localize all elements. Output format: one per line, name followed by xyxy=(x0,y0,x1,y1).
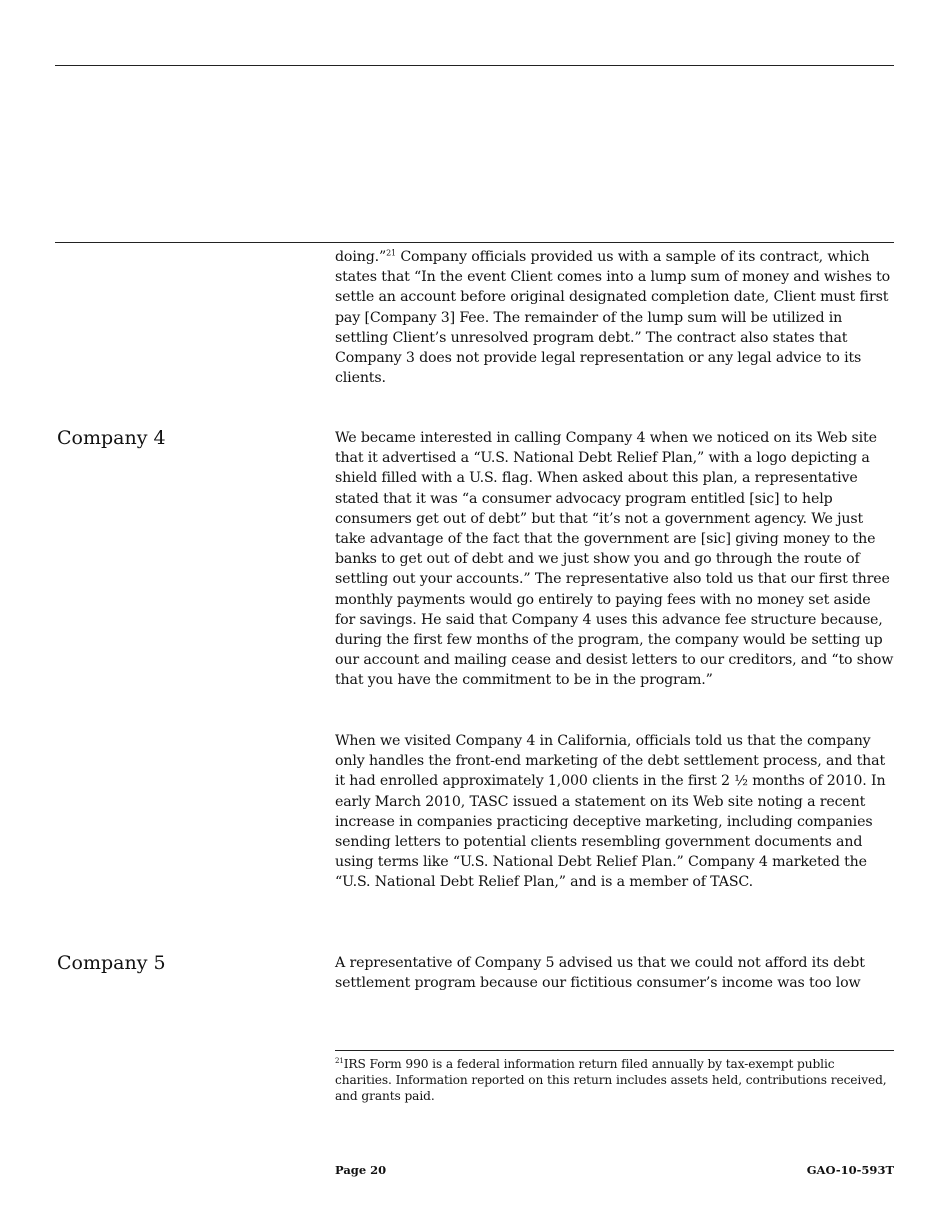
footnote-number: 21 xyxy=(335,1056,344,1065)
section-heading-company-4: Company 4 xyxy=(57,427,166,449)
footnote-text: IRS Form 990 is a federal information return filed annually by tax-exempt public charities. Information reported on this return includes assets held, contributions received, and grants paid. xyxy=(335,1057,887,1103)
company-4-paragraph-2: When we visited Company 4 in California, officials told us that the company only handles the front-end marketing of the debt settlement process, and that it had enrolled approximately 1,000 clients in the first 2 ½ months of 2010. In early March 2010, TASC issued a statement on its Web site noting a recent increase in companies practicing deceptive marketing, including companies sending letters to potential clients resembling government documents and using terms like “U.S. National Debt Relief Plan.” Company 4 marketed the “U.S. National Debt Relief Plan,” and is a member of TASC. xyxy=(335,733,886,891)
report-id: GAO-10-593T xyxy=(806,1163,894,1177)
company-5-paragraph-1: A representative of Company 5 advised us that we could not afford its debt settlement program because our fictitious consumer’s income was too low xyxy=(335,955,865,992)
section-heading-company-5: Company 5 xyxy=(57,952,166,974)
header-rule-top xyxy=(55,65,894,66)
continued-paragraph-start: doing.” xyxy=(335,249,387,265)
continued-paragraph xyxy=(335,247,894,388)
page-number: Page 20 xyxy=(335,1163,387,1177)
continued-paragraph-rest: Company officials provided us with a sample of its contract, which states that “In the event Client comes into a lump sum of money and wishes to settle an account before original designated completion date, Client must first pay [Company 3] Fee. The remainder of the lump sum will be utilized in settling Client’s unresolved program debt.” The contract also states that Company 3 does not provide legal representation or any legal advice to its clients. xyxy=(335,249,891,387)
header-rule-bottom xyxy=(55,242,894,243)
company-4-paragraph-1: We became interested in calling Company 4 when we noticed on its Web site that it advertised a “U.S. National Debt Relief Plan,” with a logo depicting a shield filled with a U.S. flag. When asked about this plan, a representative stated that it was “a consumer advocacy program entitled [sic] to help consumers get out of debt” but that “it’s not a government agency. We just take advantage of the fact that the government are [sic] giving money to the banks to get out of debt and we just show you and go through the route of settling out your accounts.” The representative also told us that our first three monthly payments would go entirely to paying fees with no money set aside for savings. He said that Company 4 uses this advance fee structure because, during the first few months of the program, the company would be setting up our account and mailing cease and desist letters to our creditors, and “to show that you have the commitment to be in the program.” xyxy=(335,430,894,689)
footnote-rule xyxy=(335,1050,894,1051)
footnote xyxy=(335,1056,894,1104)
footnote-reference[interactable]: 21 xyxy=(386,248,396,258)
